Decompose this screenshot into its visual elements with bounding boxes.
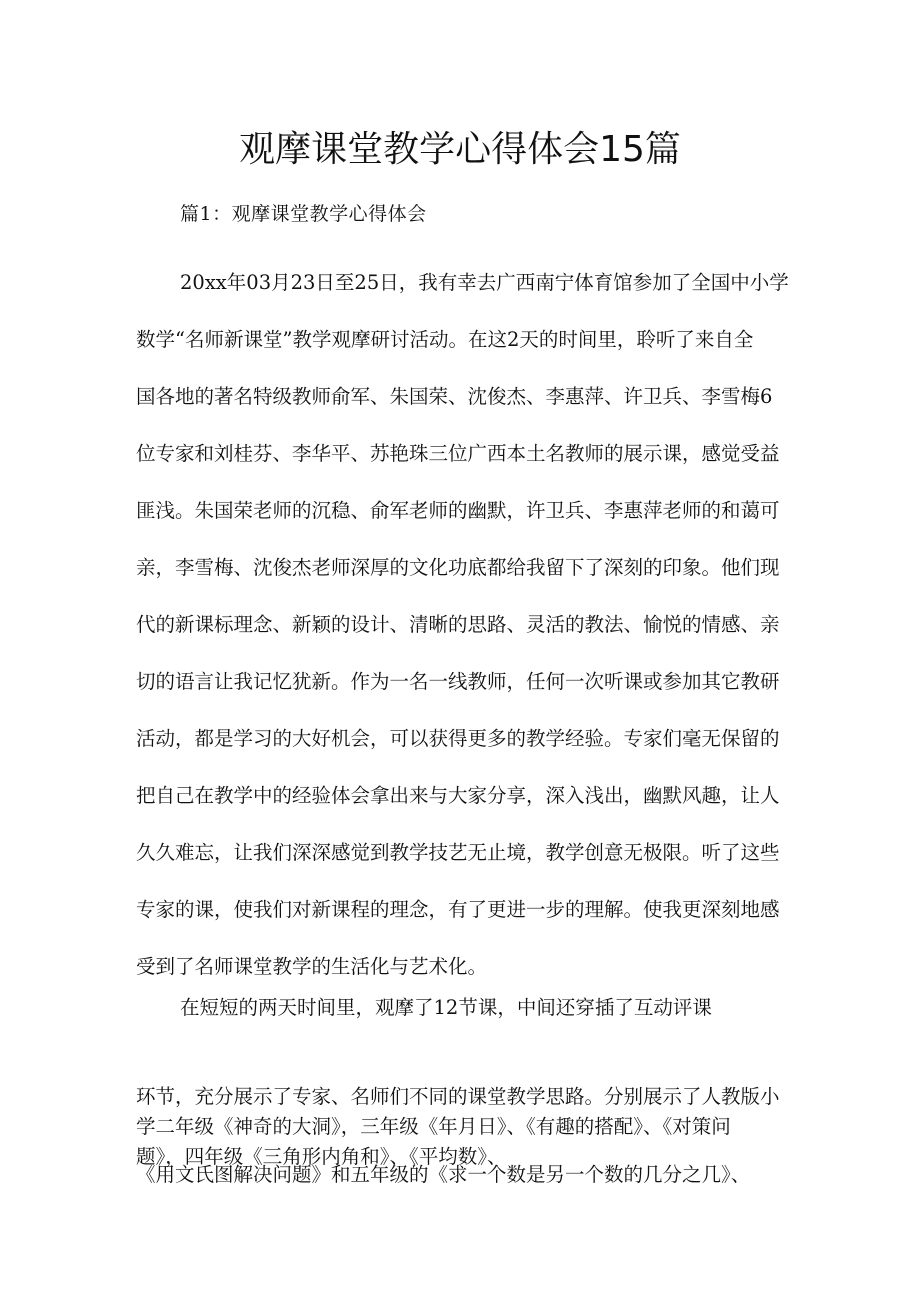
page-title: 观摩课堂教学心得体会15篇 [239,129,681,170]
paragraph-line: 20xx年03月23日至25日，我有幸去广西南宁体育馆参加了全国中小学 [180,271,789,294]
paragraph-line: 题》，四年级《三角形内角和》、《平均数》、 [136,1145,507,1168]
paragraph-line: 亲，李雪梅、沈俊杰老师深厚的文化功底都给我留下了深刻的印象。他们现 [136,556,780,579]
paragraph-line: 受到了名师课堂教学的生活化与艺术化。 [136,955,488,978]
paragraph-line: 位专家和刘桂芬、李华平、苏艳珠三位广西本土名教师的展示课，感觉受益 [136,442,780,465]
paragraph-line: 国各地的著名特级教师俞军、朱国荣、沈俊杰、李惠萍、许卫兵、李雪梅6 [136,385,773,408]
paragraph-line: 把自己在教学中的经验体会拿出来与大家分享，深入浅出，幽默风趣，让人 [136,784,780,807]
paragraph-line: 在短短的两天时间里，观摩了12节课，中间还穿插了互动评课 [180,996,712,1019]
paragraph-line: 《用文氏图解决问题》和五年级的《求一个数是另一个数的几分之几》、 [136,1163,751,1186]
paragraph-line: 环节，充分展示了专家、名师们不同的课堂教学思路。分别展示了人教版小 [136,1085,780,1108]
paragraph-3 [136,1082,796,1172]
paragraph-4 [136,1160,796,1190]
paragraph-line: 切的语言让我记忆犹新。作为一名一线教师，任何一次听课或参加其它教研 [136,670,780,693]
paragraph-line: 专家的课，使我们对新课程的理念，有了更进一步的理解。使我更深刻地感 [136,898,780,921]
section-heading: 篇1：观摩课堂教学心得体会 [180,203,427,225]
paragraph-line: 久久难忘，让我们深深感觉到教学技艺无止境，教学创意无极限。听了这些 [136,841,780,864]
paragraph-line: 匪浅。朱国荣老师的沉稳、俞军老师的幽默，许卫兵、李惠萍老师的和蔼可 [136,499,780,522]
paragraph-line: 学二年级《神奇的大洞》，三年级《年月日》、《有趣的搭配》、《对策问 [136,1115,731,1138]
paragraph-2 [136,993,796,1023]
paragraph-line: 数学“名师新课堂”教学观摩研讨活动。在这2天的时间里，聆听了来自全 [136,328,754,351]
paragraph-1 [136,254,796,995]
paragraph-line: 活动，都是学习的大好机会，可以获得更多的教学经验。专家们毫无保留的 [136,727,780,750]
paragraph-line: 代的新课标理念、新颖的设计、清晰的思路、灵活的教法、愉悦的情感、亲 [136,613,780,636]
